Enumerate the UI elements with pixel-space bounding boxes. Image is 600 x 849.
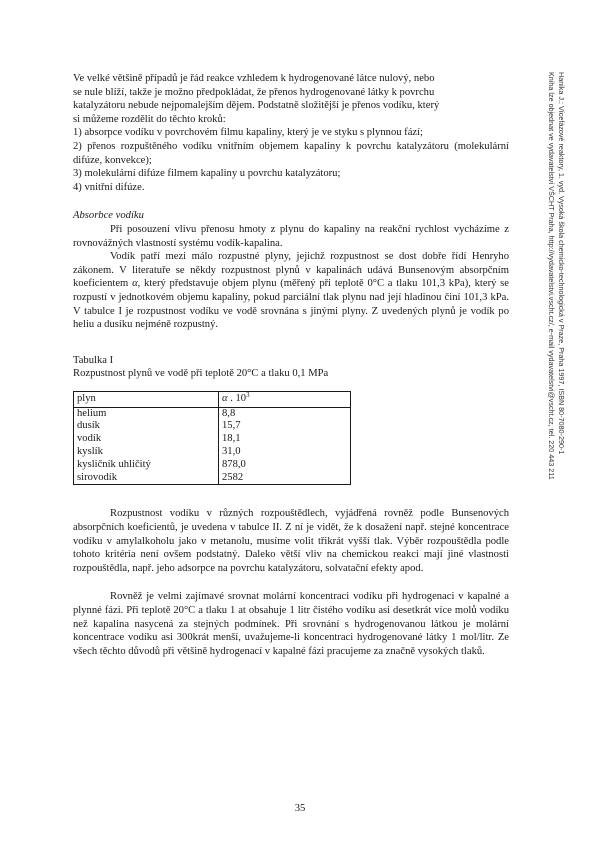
header-coefficient-text: . 10	[227, 392, 247, 404]
paragraph-intro-line-2: se nule blíží, takže je možno předpokládat, že přenos hydrogenované látky k povrchu	[73, 86, 435, 98]
table-cell-value: 2582	[219, 472, 351, 485]
table-row	[74, 420, 351, 433]
paragraph-intro-line-4: si můžeme rozdělit do těchto kroků:	[73, 113, 226, 125]
table-cell-gas: kyslík	[74, 446, 219, 459]
table-row	[74, 433, 351, 446]
table-row	[74, 446, 351, 459]
side-citation	[526, 72, 566, 592]
table-cell-gas: sirovodík	[74, 472, 219, 485]
table-cell-gas: vodík	[74, 433, 219, 446]
header-exponent: 3	[246, 390, 250, 399]
table-cell-value: 15,7	[219, 420, 351, 433]
list-item-2: 2) přenos rozpuštěného vodíku vnitřním objemem kapaliny k povrchu katalyzátoru (molekulární difúze, konvekce);	[73, 140, 509, 166]
list-item-4: 4) vnitřní difúze.	[73, 181, 145, 193]
page-number: 35	[294, 803, 306, 814]
paragraph-henry-law	[73, 250, 509, 332]
side-citation-line-2: Kniha lze objednat ve vydavatelství VŠCHT Praha, http://vydavatelstvi.vscht.cz/, e-mail vydavatelstvi@vscht.cz, tel. 220 443 211	[547, 72, 556, 480]
body-text	[73, 72, 509, 658]
table-cell-value: 18,1	[219, 433, 351, 446]
list-item-1: 1) absorpce vodíku v povrchovém filmu kapaliny, který je ve styku s plynnou fází;	[73, 127, 424, 139]
table-cell-value: 8,8	[219, 407, 351, 420]
table-header-gas: plyn	[74, 391, 219, 407]
solubility-table	[73, 391, 351, 486]
paragraph-intro-line-1: Ve velké většině případů je řád reakce vzhledem k hydrogenované látce nulový, nebo	[73, 73, 435, 84]
table-label: Tabulka I	[73, 354, 114, 366]
paragraph-molar-concentration: Rovněž je velmi zajímavé srovnat molární koncentraci vodíku při hydrogenaci v kapalné a plynné fázi. Při teplotě 20°C a tlaku 1 at obsahuje 1 litr čistého vodíku asi desetkrát více molů vodíku než kapalina nasycená za stejných podmínek. Při srovnání s hydrogenovanou látkou je molární koncentrace vodíku asi 300krát menší, uvažujeme-li koncentraci hydrogenované látky 1 mol/litr. Ze všech těchto důvodů při většině hydrogenací v kapalné fázi pracujeme za značně vysokých tlaků.	[73, 591, 509, 657]
section-heading: Absorbce vodíku	[73, 210, 144, 222]
paragraph-absorption: Při posouzení vlivu přenosu hmoty z plynu do kapaliny na reakční rychlost vycházíme z rovnovážných vlastností systému vodík-kapalina.	[73, 223, 509, 249]
paragraph-henry-text-a: Vodík patří mezi málo rozpustné plyny, jejichž rozpustnost se dost dobře řídí Henryho zákonem. V literatuře se někdy rozpustnost plynů v kapalinách udává Bunsenovým absorpčním koeficientem	[73, 251, 509, 290]
list-item-3: 3) molekulární difúze filmem kapaliny u povrchu katalyzátoru;	[73, 168, 341, 180]
table-header-row	[74, 391, 351, 407]
table-row	[74, 407, 351, 420]
alpha-symbol: α	[132, 278, 138, 290]
header-alpha-symbol: α	[222, 392, 228, 404]
table-cell-gas: helium	[74, 407, 219, 420]
table-caption: Rozpustnost plynů ve vodě při teplotě 20°C a tlaku 0,1 MPa	[73, 368, 329, 380]
paragraph-intro-line-3: katalyzátoru nebude nejpomalejším dějem. Podstatně složitější je přenos vodíku, který	[73, 100, 440, 112]
paragraph-solvents: Rozpustnost vodíku v různých rozpouštědlech, vyjádřená rovněž podle Bunsenových absorpčních koeficientů, je uvedena v tabulce II. Z ní je vidět, že k dosažení např. stejné koncentrace vodíku v amylalkoholu jako v metanolu, musíme volit třikrát vyšší tlak. Výběr rozpouštědla podle tohoto kritéria není ovšem podstatný. Daleko větší vliv na chemickou reakci mají jiné vlastnosti rozpouštědla, např. jeho adsorpce na povrchu katalyzátoru, solvatační efekty apod.	[73, 508, 509, 574]
table-cell-gas: dusík	[74, 420, 219, 433]
table-cell-gas: kysličník uhličitý	[74, 459, 219, 472]
table-cell-value: 31,0	[219, 446, 351, 459]
side-citation-text	[546, 72, 566, 592]
table-row	[74, 472, 351, 485]
table-header-coefficient	[219, 391, 351, 407]
paragraph-henry-text-b: , který představuje objem plynu (měřený při teplotě 0°C a tlaku 101,3 kPa), který se rozpustí v jednotkovém objemu kapaliny, pokud parciální tlak plynu nad její hladinou činí 101,3 kPa. V tabulce I je rozpustnost vodíku ve vodě srovnána s jinými plyny. Z uvedených plynů je vodík po heliu a dusíku nejméně rozpustný.	[73, 278, 509, 331]
table-cell-value: 878,0	[219, 459, 351, 472]
table-row	[74, 459, 351, 472]
side-citation-line-1: Hanika J.: Vícefázové reaktory, 1. vyd. Vysoká škola chemicko-technologická v Praze, Praha 1997, ISBN 80-7080-290-1	[557, 72, 566, 455]
